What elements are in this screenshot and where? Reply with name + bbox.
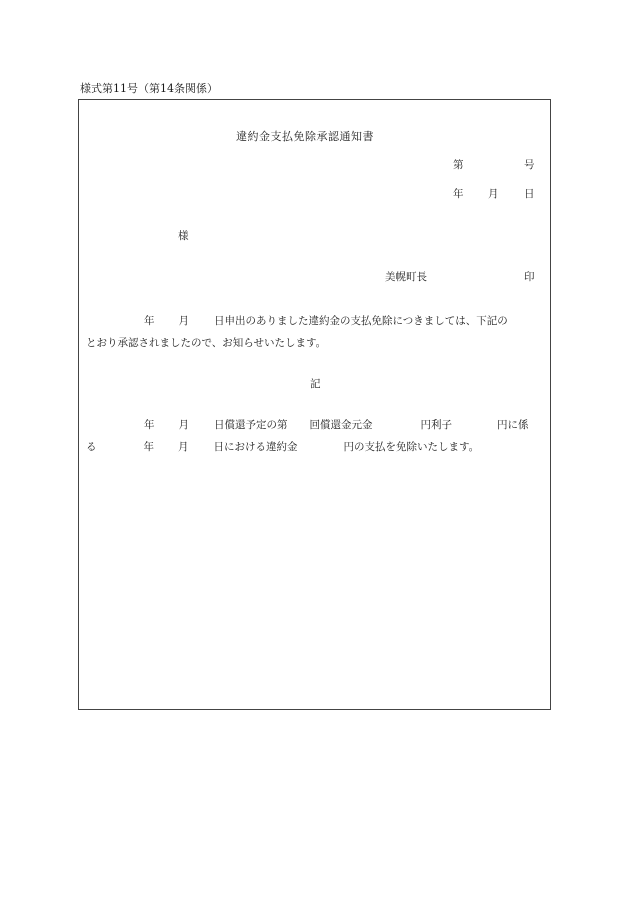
- detail-text-ru: る: [86, 441, 97, 453]
- date-month-label: 月: [488, 188, 499, 200]
- ki-heading: 記: [310, 378, 321, 390]
- document-frame: [78, 99, 551, 710]
- body-year-label: 年: [144, 315, 155, 327]
- addressee-honorific: 様: [178, 230, 189, 242]
- document-number-suffix: 号: [524, 159, 535, 171]
- date-year-label: 年: [453, 188, 464, 200]
- form-number: 様式第11号（第14条関係）: [80, 82, 218, 95]
- detail-text-b: 回償還金元金: [309, 419, 373, 431]
- document-number-prefix: 第: [453, 159, 464, 171]
- detail-month-label: 月: [178, 419, 189, 431]
- detail-line-2: [86, 442, 479, 453]
- date-day-label: 日: [524, 188, 535, 200]
- detail-year-label-2: 年: [143, 441, 154, 453]
- body-paragraph-line-1: [86, 316, 508, 327]
- detail-text-c: 円利子: [420, 419, 452, 431]
- detail-line-1: [86, 420, 529, 431]
- detail-text-e: 日における違約金: [213, 441, 298, 453]
- seal-mark: 印: [524, 271, 535, 283]
- detail-text-a: 日償還予定の第: [214, 419, 288, 431]
- document-title: 違約金支払免除承認通知書: [236, 130, 374, 143]
- detail-year-label: 年: [144, 419, 155, 431]
- detail-text-d: 円に係: [497, 419, 529, 431]
- sender-title: 美幌町長: [385, 271, 427, 283]
- detail-text-f: 円の支払を免除いたします。: [343, 441, 480, 453]
- body-text: 日申出のありました違約金の支払免除につきましては、下記の: [214, 315, 508, 327]
- detail-month-label-2: 月: [178, 441, 189, 453]
- body-month-label: 月: [178, 315, 189, 327]
- body-paragraph-line-2: とおり承認されましたので、お知らせいたします。: [86, 337, 327, 349]
